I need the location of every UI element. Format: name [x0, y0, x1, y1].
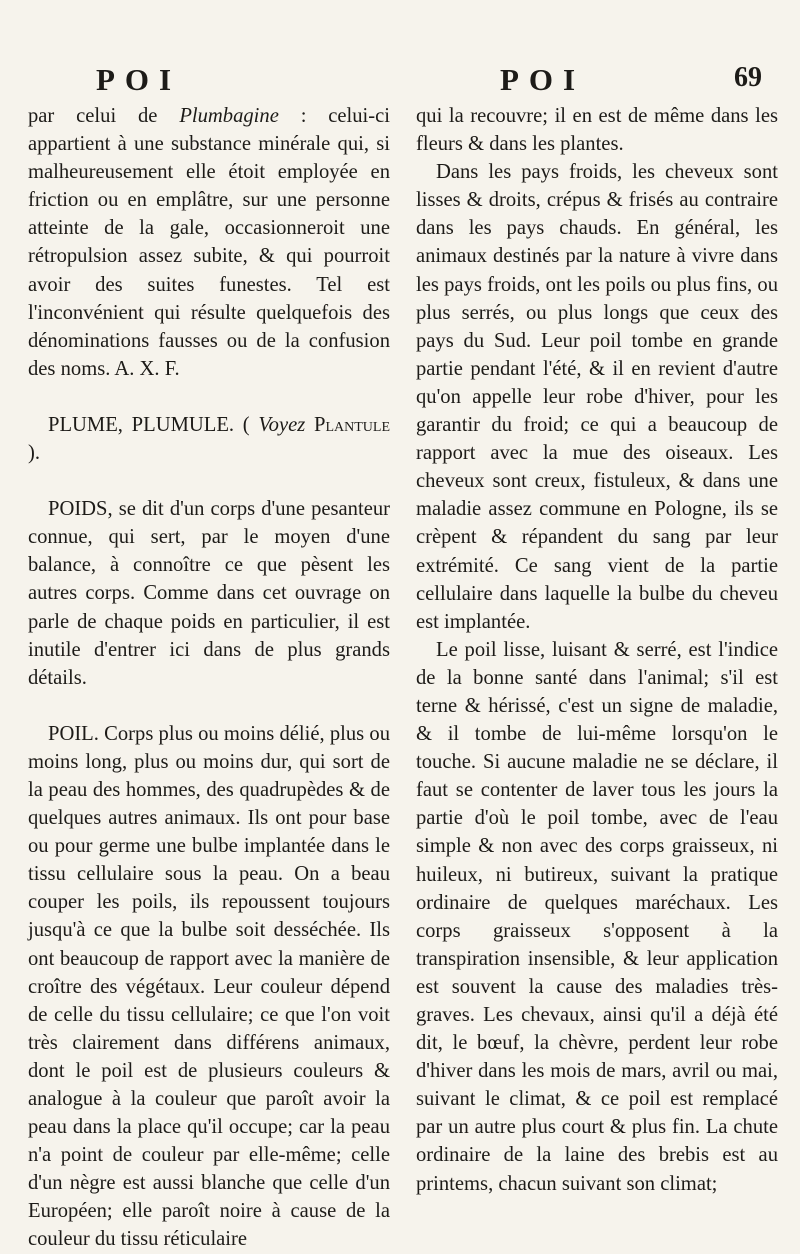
cross-reference: Plantule — [314, 413, 390, 436]
entry-poil: POIL. Corps plus ou moins délié, plus ou moins long, plus ou moins dur, qui sort de la peau des hommes, des quadrupèdes & de quelques autres animaux. Ils ont pour base ou pour germe une bulbe implantée dans le tissu cellulaire sous la peau. On a beau couper les poils, ils repoussent toujours jusqu'à ce que la bulbe soit desséchée. Ils ont beaucoup de rapport avec la manière de croître des végétaux. Leur couleur dépend de celle du tissu cellulaire; ce que l'on voit très clairement dans différens animaux, dont le poil est de plusieurs couleurs & analogue à la couleur que paroît avoir la peau dans la place qu'il occupe; car la peau n'a point de couleur par elle-même; celle d'un nègre est aussi blanche que celle d'un Européen; elle paroît noire à cause de la couleur du tissu réticulaire — [28, 722, 390, 1251]
entry-headword: POIDS — [48, 498, 108, 521]
right-column — [416, 102, 778, 1198]
paragraph: Dans les pays froids, les cheveux sont lisses & droits, crépus & frisés au contraire dans les pays chauds. En général, les animaux destinés par la nature à vivre dans les pays froids, ont les poils ou plus fins, ou plus serrés, ou plus longs que ceux des pays du Sud. Leur poil tombe en grande partie pendant l'été, & il en revient d'autre qu'on appelle leur robe d'hiver, pour les garantir du froid; ce qui a beaucoup de rapport avec la mue des oiseaux. Les cheveux sont creux, fistuleux, & dans une maladie assez commune en Pologne, ils se crèpent & répandent du sang par leur extrémité. Ce sang vient de la partie cellulaire dans laquelle la bulbe du cheveu est implantée. — [416, 161, 778, 633]
entry-plume: PLUME, PLUMULE. ( Voyez Plantule ). — [28, 413, 390, 465]
right-running-title: POI — [500, 62, 586, 97]
entry-headword: PLUME, PLUMULE. — [48, 413, 235, 436]
entry-continuation: par celui de Plumbagine : celui-ci appartient à une substance minérale qui, si malheureusement elle étoit employée en friction ou en emplâtre, sur une personne atteinte de la gale, occasionneroit une rétropulsion assez subite, & qui pourroit avoir des suites funestes. Tel est l'inconvénient qui résulte quelquefois des dénominations fausses ou de la confusion des noms. A. X. F. — [28, 105, 391, 380]
term-plumbagine: Plumbagine — [179, 105, 279, 127]
left-running-title: POI — [96, 62, 182, 97]
left-column — [28, 102, 390, 1254]
paragraph: Le poil lisse, luisant & serré, est l'indice de la bonne santé dans l'animal; s'il est terne & hérissé, c'est un signe de maladie, & il tombe de lui-même lorsqu'on le touche. Si aucune maladie ne se déclare, il faut se contenter de laver tous les jours la partie d'où le poil tombe, avec de l'eau simple & non avec des corps graisseux, ni huileux, ni butireux, suivant la pratique ordinaire de quelques maréchaux. Les corps graisseux s'opposent à la transpiration insensible, & leur application est souvent la cause des maladies très-graves. Les chevaux, ainsi qu'il a déjà été dit, le bœuf, la chèvre, perdent leur robe d'hiver dans les mois de mars, avril ou mai, suivant le climat, & ce poil est remplacé par un autre plus court & plus fin. La chute ordinaire de la laine des brebis est au printems, chacun suivant son climat; — [416, 638, 778, 1195]
entry-headword: POIL. — [48, 722, 99, 745]
page-number: 69 — [734, 62, 762, 93]
entry-poids: POIDS, se dit d'un corps d'une pesanteur connue, qui sert, par le moyen d'une balance, à connoître ce que pèsent les autres corps. Comme dans cet ouvrage on parle de chaque poids en particulier, il est inutile d'entrer ici dans de plus grands détails. — [28, 498, 390, 689]
paragraph: qui la recouvre; il en est de même dans les fleurs & dans les plantes. — [416, 105, 778, 156]
